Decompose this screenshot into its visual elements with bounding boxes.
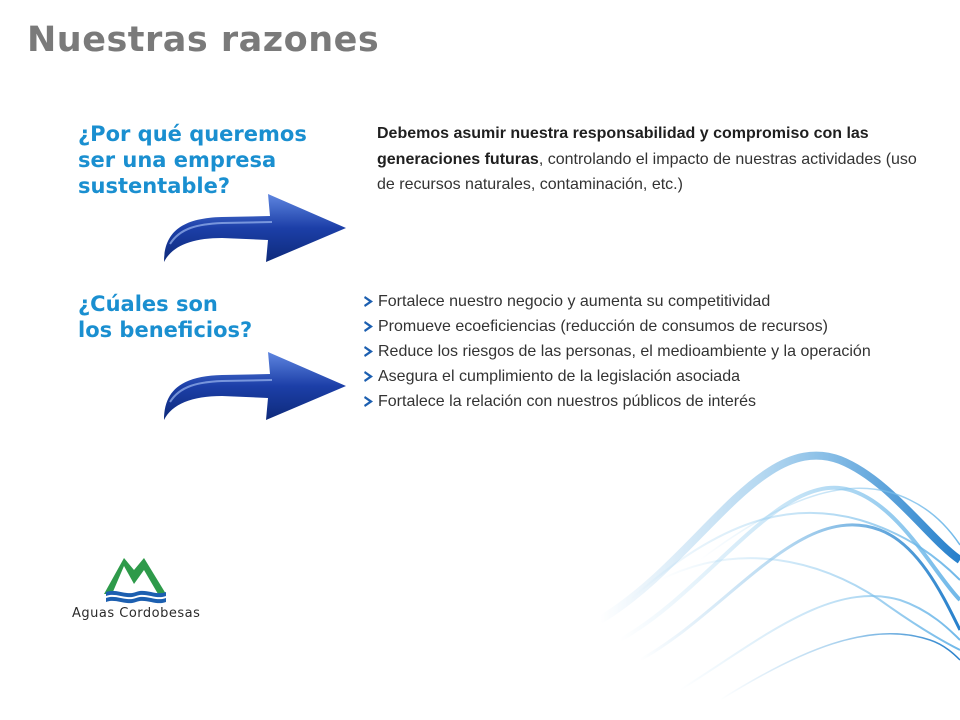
list-item bbox=[362, 364, 942, 389]
list-item bbox=[362, 389, 942, 414]
benefit-text: Fortalece la relación con nuestros públicos de interés bbox=[378, 393, 756, 410]
benefit-text: Reduce los riesgos de las personas, el medioambiente y la operación bbox=[378, 343, 871, 360]
list-item bbox=[362, 314, 942, 339]
chevron-right-icon bbox=[364, 321, 373, 332]
list-item bbox=[362, 339, 942, 364]
question-line: ¿Cúales son bbox=[78, 292, 218, 316]
benefit-text: Promueve ecoeficiencias (reducción de consumos de recursos) bbox=[378, 318, 828, 335]
answer-text bbox=[377, 121, 917, 198]
question-benefits bbox=[78, 291, 252, 343]
curved-arrow-icon bbox=[162, 192, 348, 264]
answer-rest: , controlando el impacto de nuestras actividades (uso de recursos naturales, contaminación, etc.) bbox=[377, 150, 917, 193]
question-line: los beneficios? bbox=[78, 318, 253, 342]
logo-name: Aguas Cordobesas bbox=[72, 606, 201, 621]
question-line: ser una empresa bbox=[78, 148, 277, 172]
question-why-sustainable bbox=[78, 121, 307, 199]
slide-title: Nuestras razones bbox=[27, 20, 380, 60]
chevron-right-icon bbox=[364, 396, 373, 407]
curved-arrow-icon bbox=[162, 350, 348, 422]
chevron-right-icon bbox=[364, 296, 373, 307]
benefits-list bbox=[362, 289, 942, 414]
chevron-right-icon bbox=[364, 371, 373, 382]
list-item bbox=[362, 289, 942, 314]
question-line: sustentable? bbox=[78, 174, 231, 198]
chevron-right-icon bbox=[364, 346, 373, 357]
question-line: ¿Por qué queremos bbox=[78, 122, 307, 146]
benefit-text: Fortalece nuestro negocio y aumenta su competitividad bbox=[378, 293, 771, 310]
benefit-text: Asegura el cumplimiento de la legislación asociada bbox=[378, 368, 740, 385]
answer-bold: Debemos asumir nuestra responsabilidad y compromiso con las generaciones futuras bbox=[377, 125, 869, 168]
